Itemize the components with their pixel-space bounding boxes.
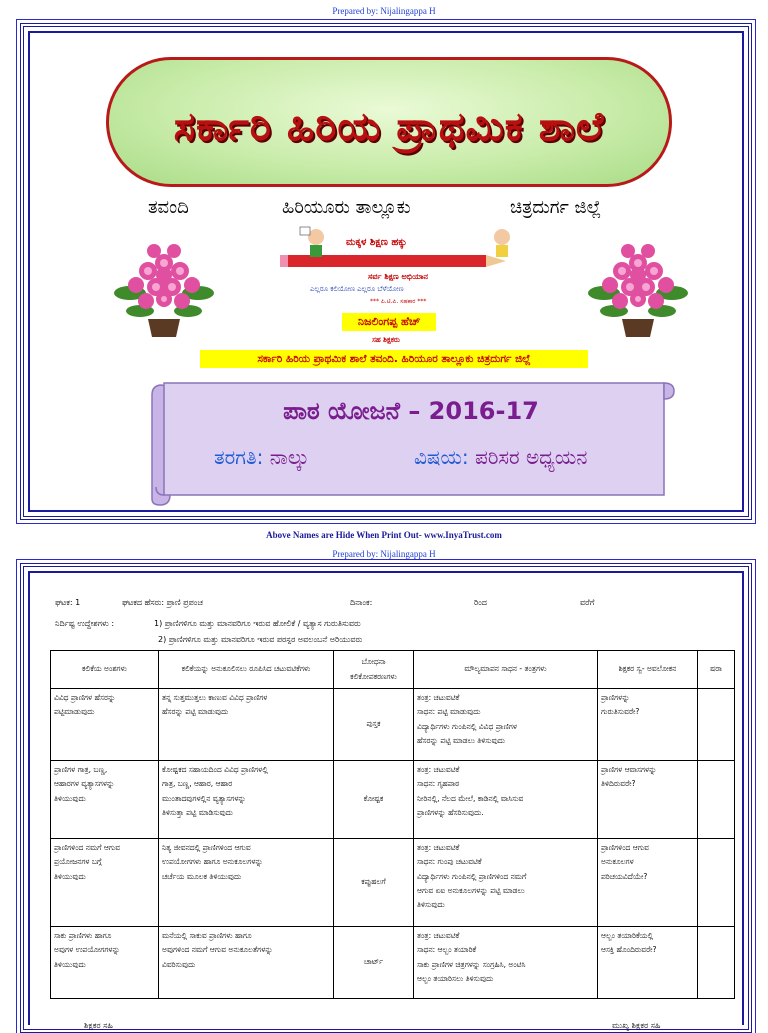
cell-line: ತಂತ್ರ: ಚಟುವಟಿಕೆ — [417, 931, 460, 940]
prepared-by-second: Prepared by: Nijalingappa H — [332, 549, 436, 559]
column-header: ಬೋಧನಾ ಕಲಿಕೋಪಕರಣಗಳು — [334, 651, 414, 689]
cell-line: ಪ್ರಾಣಿಗಳನ್ನು ಹೆಸರಿಸುವುದು. — [417, 807, 484, 817]
cell-line: ತಿಳಿಯುವುದು — [54, 793, 86, 803]
flower-bouquet-icon — [584, 233, 692, 341]
column-header: ಕಲಿಕೆಯನ್ನು ಅನುಕೂಲಿಸಲು ರೂಪಿಸಿದ ಚಟುವಟಿಕೆಗಳು — [159, 651, 334, 689]
cell-line: ಕೋಷ್ಟಕದ ಸಹಾಯದಿಂದ ವಿವಿಧ ಪ್ರಾಣಿಗಳಲ್ಲಿ — [162, 765, 268, 774]
cell-line: ತಂತ್ರ: ಚಟುವಟಿಕೆ — [417, 843, 460, 852]
column-header: ಕಲಿಕೆಯ ಅಂಶಗಳು — [51, 651, 159, 689]
activity-cell — [159, 839, 334, 927]
reflection-cell — [598, 927, 698, 999]
cell-line: ಸಾಕು ಪ್ರಾಣಿಗಳು ಹಾಗೂ — [54, 931, 112, 940]
cell-line: ಸಾಧನ: ಪಟ್ಟಿ ಮಾಡುವುದು — [417, 707, 481, 717]
material-cell: ಚಾರ್ಟ್ — [334, 927, 414, 999]
school-address: ಸರ್ಕಾರಿ ಹಿರಿಯ ಪ್ರಾಥಮಿಕ ಶಾಲೆ ತವಂದಿ. ಹಿರಿಯೂರ ತಾಲ್ಲೂಕು ಚಿತ್ರದುರ್ಗ ಜಿಲ್ಲೆ — [200, 350, 588, 368]
lesson-plan-page — [20, 563, 752, 1033]
objective-2: 2) ಪ್ರಾಣಿಗಳಿಗೂ ಮತ್ತು ಮಾನವರಿಗೂ ಇರುವ ಪರಸ್ಪರ ಅವಲಂಬನೆ ಅರಿಯುವರು — [158, 635, 363, 644]
cell-line: ಮನೆಯಲ್ಲಿ ಸಾಕುವ ಪ್ರಾಣಿಗಳು ಹಾಗೂ — [162, 931, 252, 940]
table-row — [51, 927, 735, 999]
cell-line: ಆಹಾರಗಳ ವ್ಯತ್ಯಾಸಗಳನ್ನು — [54, 779, 115, 789]
logo-motto: ಎಲ್ಲರೂ ಕಲಿಯೋಣ ಎಲ್ಲರೂ ಬೆಳೆಯೋಣ — [310, 285, 404, 293]
cell-line: ಆಸಕ್ತಿ ಹೊಂದಿರುವರೇ? — [601, 945, 657, 955]
activity-cell — [159, 689, 334, 761]
cell-line: ಪ್ರಾಣಿಗಳಿಂದ ಆಗುವ — [601, 843, 649, 852]
grade-value: ನಾಲ್ಕು — [263, 445, 310, 469]
district-name: ಚಿತ್ರದುರ್ಗ ಜಿಲ್ಲೆ — [510, 197, 602, 218]
cell-line: ಗಾತ್ರ, ಬಣ್ಣ, ಆಹಾರ, ಆಹಾರ — [162, 779, 233, 789]
to-label: ವರೆಗೆ — [580, 598, 595, 607]
cell-line: ಆಲ್ಬಂ ತಯಾರಿಸಲು ತಿಳಿಸುವುದು — [417, 973, 494, 983]
activity-cell — [159, 761, 334, 839]
flower-bouquet-icon — [110, 233, 218, 341]
reflection-cell — [598, 839, 698, 927]
ssa-logo — [280, 221, 534, 311]
cell-line: ಗುರುತಿಸುವರೇ? — [601, 707, 640, 717]
teacher-signature-label: ಶಿಕ್ಷಕರ ಸಹಿ — [84, 1021, 113, 1030]
learning-point-cell — [51, 761, 159, 839]
cell-line: ವಿದ್ಯಾರ್ಥಿಗಳು ಗುಂಪಿನಲ್ಲಿ ಪ್ರಾಣಿಗಳಿಂದ ನಮಗೆ — [417, 871, 527, 881]
subject-label: ವಿಷಯ: — [414, 445, 469, 469]
column-header: ಷರಾ — [698, 651, 735, 689]
material-cell: ಕೋಷ್ಟಕ — [334, 761, 414, 839]
objective-1: 1) ಪ್ರಾಣಿಗಳಿಗೂ ಮತ್ತು ಮಾನವರಿಗೂ ಇರುವ ಹೋಲಿಕೆ / ವ್ಯತ್ಯಾಸ ಗುರುತಿಸುವರು — [154, 619, 361, 628]
author-role: ಸಹ ಶಿಕ್ಷಕರು — [372, 336, 400, 344]
hide-note: Above Names are Hide When Print Out- www.InyaTrust.com — [266, 530, 502, 540]
remarks-cell — [698, 761, 735, 839]
cell-line: ಪರಿಚಯವಿದೆಯೇ? — [601, 871, 648, 881]
cell-line: ಅವುಗಳಿಂದ ನಮಗೆ ಆಗುವ ಅನುಕೂಲತೆಗಳನ್ನು — [162, 945, 273, 955]
subject-line — [414, 445, 587, 469]
cell-line: ಪ್ರಾಣಿಗಳಿಂದ ನಮಗೆ ಆಗುವ — [54, 843, 121, 852]
cell-line: ಹೆಸರನ್ನು ಪಟ್ಟಿ ಮಾಡಲು ತಿಳಿಸುವುದು — [417, 735, 505, 745]
date-label: ದಿನಾಂಕ: — [350, 598, 373, 607]
cell-line: ನೀರಿನಲ್ಲಿ, ನೆಲದ ಮೇಲೆ, ಕಾಡಿನಲ್ಲಿ ವಾಸಿಸುವ — [417, 793, 524, 803]
plan-title: ಪಾಠ ಯೋಜನೆ – 2016-17 — [283, 397, 539, 425]
cell-line: ಮುಂತಾದವುಗಳಲ್ಲಿನ ವ್ಯತ್ಯಾಸಗಳನ್ನು — [162, 793, 246, 803]
cell-line: ತಿಳಿದಿರುವರೇ? — [601, 779, 636, 789]
cell-line: ವಿದ್ಯಾರ್ಥಿಗಳು ಗುಂಪಿನಲ್ಲಿ ವಿವಿಧ ಪ್ರಾಣಿಗಳ — [417, 721, 517, 731]
cell-line: ಸಾಕು ಪ್ರಾಣಿಗಳ ಚಿತ್ರಗಳನ್ನು ಸಂಗ್ರಹಿಸಿ, ಅಂಟಿಸಿ — [417, 959, 526, 969]
cell-line: ತನ್ನ ಸುತ್ತಮುತ್ತಲು ಕಾಣುವ ವಿವಿಧ ಪ್ರಾಣಿಗಳ — [162, 693, 268, 702]
cell-line: ತಂತ್ರ: ಚಟುವಟಿಕೆ — [417, 693, 460, 702]
cell-line: ಪ್ರಾಣಿಗಳ ಆವಾಸಗಳನ್ನು — [601, 765, 657, 774]
unit-number: ಘಟಕ: 1 — [55, 598, 81, 607]
logo-slogan: ಮಕ್ಕಳ ಶಿಕ್ಷಣ ಹಕ್ಕು — [346, 237, 407, 248]
author-name: ನಿಜಲಿಂಗಪ್ಪ ಹೆಚ್ — [342, 313, 436, 331]
learning-point-cell — [51, 839, 159, 927]
reflection-cell — [598, 761, 698, 839]
title-scroll — [144, 375, 678, 507]
cell-line: ತಂತ್ರ: ಚಟುವಟಿಕೆ — [417, 765, 460, 774]
prepared-by-top: Prepared by: Nijalingappa H — [332, 6, 436, 16]
cell-line: ಅನುಕೂಲಗಳ — [601, 857, 634, 867]
logo-author-tag: *** ಪಿ.ಟಿ.ಪಿ. ಸಹಕಾರ *** — [370, 298, 427, 305]
from-label: ರಿಂದ — [474, 598, 487, 607]
cell-line: ವಿವಿಧ ಪ್ರಾಣಿಗಳ ಹೆಸರನ್ನು — [54, 693, 116, 702]
material-cell: ಪುಸ್ತಕ — [334, 689, 414, 761]
cell-line: ಸಾಧನ: ಆಲ್ಬಂ ತಯಾರಿಕೆ — [417, 945, 477, 955]
cell-line: ಪ್ರಾಣಿಗಳನ್ನು — [601, 693, 630, 702]
cell-line: ತಿಳಿಸುವುದು — [417, 900, 445, 909]
table-row — [51, 839, 735, 927]
grade-label: ತರಗತಿ: — [214, 445, 264, 469]
column-header: ಮೌಲ್ಯಮಾಪನ ಸಾಧನ - ತಂತ್ರಗಳು — [414, 651, 598, 689]
school-name: ಸರ್ಕಾರಿ ಹಿರಿಯ ಪ್ರಾಥಮಿಕ ಶಾಲೆ — [173, 104, 605, 150]
material-cell: ಕಪ್ಪುಹಲಗೆ — [334, 839, 414, 927]
cell-line: ಚರ್ಚೆಯ ಮೂಲಕ ತಿಳಿಯುವುದು — [162, 871, 242, 881]
village-name: ತವಂದಿ — [148, 197, 189, 218]
cell-line: ಆಲ್ಬಂ ತಯಾರಿಕೆಯಲ್ಲಿ — [601, 931, 654, 940]
learning-point-cell — [51, 689, 159, 761]
table-row — [51, 761, 735, 839]
activity-cell — [159, 927, 334, 999]
cover-page — [20, 23, 752, 520]
objectives-label: ನಿರ್ದಿಷ್ಟ ಉದ್ದೇಶಗಳು : — [55, 619, 115, 628]
cell-line: ಪಟ್ಟಿಮಾಡುವುದು — [54, 707, 95, 717]
cell-line: ಸಾಧನ: ಗೃಹಪಾಠ — [417, 779, 460, 789]
cell-line: ವಿವರಿಸುವುದು — [162, 959, 196, 969]
evaluation-cell — [414, 839, 598, 927]
logo-program: ಸರ್ವ ಶಿಕ್ಷಣ ಅಭಿಯಾನ — [368, 272, 428, 281]
table-row — [51, 689, 735, 761]
lesson-plan-table — [50, 650, 735, 999]
learning-point-cell — [51, 927, 159, 999]
cell-line: ಪ್ರಯೋಜನಗಳ ಬಗ್ಗೆ — [54, 857, 102, 867]
unit-name: ಘಟಕದ ಹೆಸರು: ಪ್ರಾಣಿ ಪ್ರಪಂಚ — [122, 598, 203, 607]
cell-line: ಸಾಧನ: ಗುಂಪು ಚಟುವಟಿಕೆ — [417, 857, 482, 867]
cell-line: ತಿಳಿಸುತ್ತಾ ಪಟ್ಟಿ ಮಾಡಿಸುವುದು — [162, 807, 233, 817]
cell-line: ತಿಳಿಯುವುದು — [54, 871, 86, 881]
cell-line: ಅವುಗಳ ಉಪಯೋಗಗಳನ್ನು — [54, 945, 121, 955]
remarks-cell — [698, 689, 735, 761]
table-header-row — [51, 651, 735, 689]
headmaster-signature-label: ಮುಖ್ಯ ಶಿಕ್ಷಕರ ಸಹಿ — [612, 1021, 661, 1030]
grade-line — [214, 445, 309, 469]
cell-line: ತಿಳಿಯುವುದು — [54, 959, 86, 969]
cell-line: ಹೆಸರನ್ನು ಪಟ್ಟಿ ಮಾಡುವುದು — [162, 707, 229, 717]
reflection-cell — [598, 689, 698, 761]
evaluation-cell — [414, 927, 598, 999]
school-name-banner — [106, 57, 672, 187]
cell-line: ನಿತ್ಯ ಜೀವನದಲ್ಲಿ ಪ್ರಾಣಿಗಳಿಂದ ಆಗುವ — [162, 843, 251, 852]
remarks-cell — [698, 839, 735, 927]
cell-line: ಆಗುವ ಏಐ ಅನುಕೂಲಗಳನ್ನು ಪಟ್ಟಿ ಮಾಡಲು — [417, 885, 525, 895]
evaluation-cell — [414, 689, 598, 761]
remarks-cell — [698, 927, 735, 999]
subject-value: ಪರಿಸರ ಅಧ್ಯಯನ — [468, 445, 588, 469]
cell-line: ಉಪಯೋಗಗಳು ಹಾಗೂ ಅನುಕೂಲಗಳನ್ನು — [162, 857, 263, 867]
column-header: ಶಿಕ್ಷಕರ ಸ್ವ- ಅವಲೋಕನ — [598, 651, 698, 689]
taluk-name: ಹಿರಿಯೂರು ತಾಲ್ಲೂಕು — [282, 197, 411, 218]
cell-line: ಪ್ರಾಣಿಗಳ ಗಾತ್ರ, ಬಣ್ಣ, — [54, 765, 108, 774]
evaluation-cell — [414, 761, 598, 839]
